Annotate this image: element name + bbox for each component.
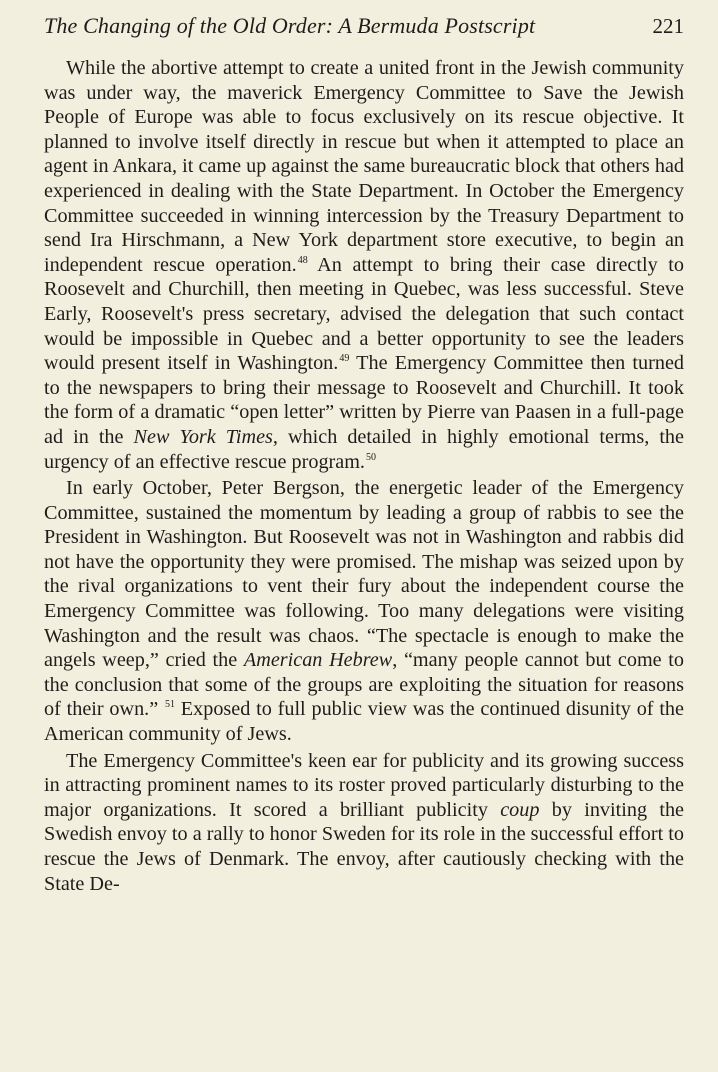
footnote-marker: 51	[165, 699, 175, 711]
text-run: by inviting the Swedish envoy to a rally to honor Sweden for its role in the successful effort to rescue the Jews of Denmark. The envoy, after cautiously checking with the State De-	[44, 798, 684, 895]
text-run: The Emergency Committee then turned to the newspapers to bring their message to Roosevelt and Churchill. It took the form of a dramatic “open letter” written by Pierre van Paasen in a full-page ad in the	[44, 352, 684, 448]
text-run: , which detailed in highly emotional terms, the urgency of an effective rescue program.	[44, 425, 684, 473]
text-run: Exposed to full public view was the continued disunity of the American community of Jews.	[44, 698, 684, 746]
text-run: The Emergency Committee's keen ear for publicity and its growing success in attracting prominent names to its roster proved particularly disturbing to the major organizations. It scored a brilliant publicity	[44, 749, 684, 821]
running-title: The Changing of the Old Order: A Bermuda Postscript	[44, 13, 536, 38]
text-run: In early October, Peter Bergson, the energetic leader of the Emergency Committee, sustained the momentum by leading a group of rabbis to see the President in Washington. But Roosevelt was not in Washington and rabbis did not have the opportunity they were promised. The mishap was seized upon by the rival organizations to vent their fury about the independent course the Emergency Committee was following. Too many delegations were visiting Washington and the result was chaos. “The spectacle is enough to make the angels weep,” cried the	[44, 477, 684, 672]
body-text	[44, 56, 684, 896]
footnote-marker: 50	[365, 451, 376, 463]
footnote-marker: 49	[339, 353, 350, 365]
page-number: 221	[652, 14, 684, 38]
footnote-marker: 48	[297, 254, 308, 266]
paragraph-2	[44, 476, 684, 747]
paragraph-1	[44, 56, 684, 474]
text-run: , “many people cannot but come to the conclusion that some of the groups are exploiting the situation for reasons of their own.”	[44, 649, 684, 721]
paragraph-3	[44, 749, 684, 897]
running-head	[44, 11, 684, 47]
italic-title: American Hebrew	[243, 649, 393, 672]
text-run: An attempt to bring their case directly to Roosevelt and Churchill, then meeting in Quebec, was less successful. Steve Early, Roosevelt's press secretary, advised the delegation that such contact would be impossible in Quebec and a better opportunity to see the leaders would present itself in Washington.	[44, 253, 684, 375]
italic-word: coup	[500, 798, 540, 821]
text-run: While the abortive attempt to create a united front in the Jewish community was under way, the maverick Emergency Committee to Save the Jewish People of Europe was able to focus exclusively on its rescue objective. It planned to involve itself directly in rescue but when it attempted to place an agent in Ankara, it came up against the same bureaucratic block that others had experienced in dealing with the State Department. In October the Emergency Committee succeeded in winning intercession by the Treasury Department to send Ira Hirschmann, a New York department store executive, to begin an independent rescue operation.	[44, 57, 684, 276]
italic-title: New York Times	[133, 425, 273, 448]
